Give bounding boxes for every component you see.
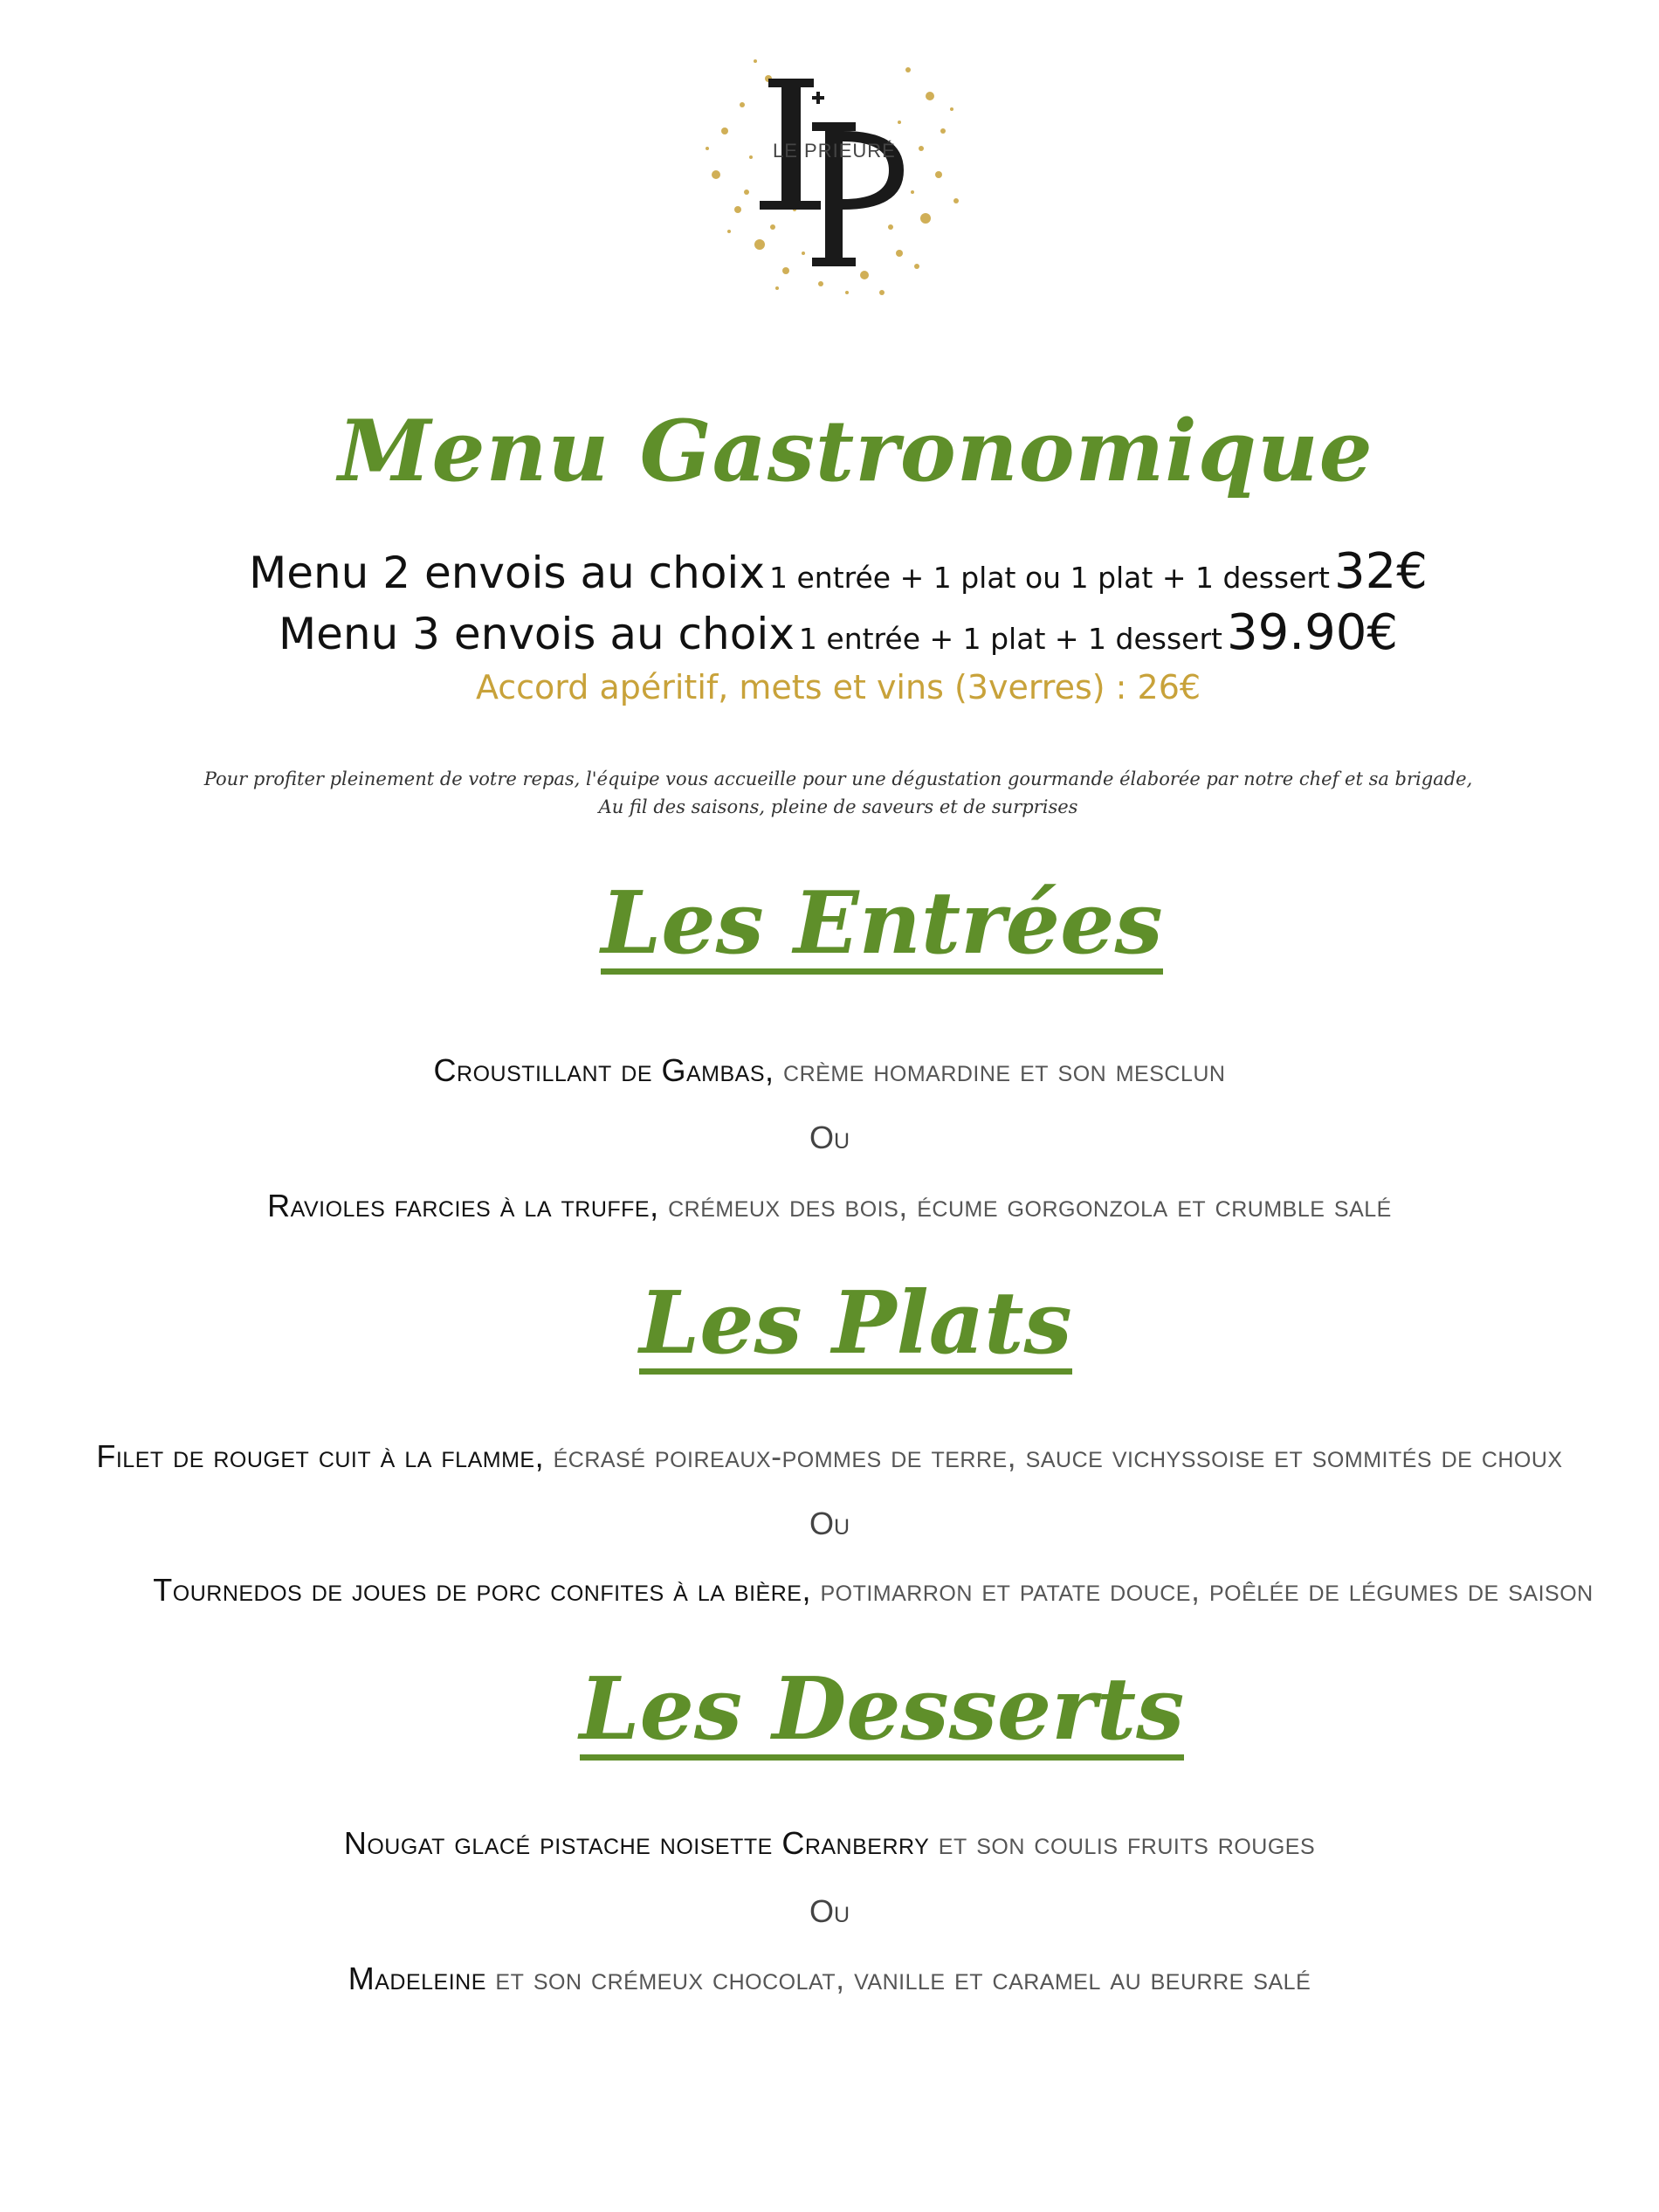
intro-line: Au fil des saisons, pleine de saveurs et de surprises xyxy=(598,796,1078,817)
dish-name: Nougat glacé pistache noisette Cranberry xyxy=(343,1825,930,1861)
menu-3-envois xyxy=(0,604,1659,661)
dish-description: et son crémeux chocolat, vanille et caramel au beurre salé xyxy=(485,1960,1311,1996)
dish-item xyxy=(0,1438,1659,1475)
dish-name: Madeleine xyxy=(348,1960,486,1996)
dish-item xyxy=(0,1052,1659,1089)
or-separator: Ou xyxy=(809,1506,850,1541)
menu-detail: 1 entrée + 1 plat ou 1 plat + 1 dessert xyxy=(769,561,1330,595)
dish-description: et son coulis fruits rouges xyxy=(929,1825,1316,1861)
dish-name: Filet de rouget cuit à la flamme, xyxy=(96,1438,545,1474)
dish-description: crème homardine et son mesclun xyxy=(774,1052,1226,1088)
menu-price: 39.90€ xyxy=(1227,604,1398,661)
or-separator: Ou xyxy=(809,1893,850,1929)
section-title-plats xyxy=(0,1273,1659,1375)
logo-name: LE PRIEURÉ xyxy=(773,140,896,162)
wine-pairing: Accord apéritif, mets et vins (3verres) : 26€ xyxy=(475,668,1201,706)
menu-label: Menu 3 envois au choix xyxy=(278,609,795,659)
section-title-desserts xyxy=(0,1659,1659,1761)
intro-text xyxy=(0,765,1659,821)
or-separator: Ou xyxy=(809,1120,850,1155)
dish-name: Ravioles farcies à la truffe, xyxy=(267,1188,659,1223)
section-title-text: Les Plats xyxy=(639,1273,1072,1374)
section-title-text: Les Entrées xyxy=(601,873,1163,974)
menu-title: Menu Gastronomique xyxy=(338,402,1373,500)
section-title-text: Les Desserts xyxy=(579,1659,1185,1760)
dish-name: Croustillant de Gambas, xyxy=(433,1052,774,1088)
menu-price: 32€ xyxy=(1334,543,1428,600)
dish-item xyxy=(0,1572,1659,1609)
intro-line: Pour profiter pleinement de votre repas, l'équipe vous accueille pour une dégustation gourmande élaborée par notre chef et sa brigade, xyxy=(203,768,1473,789)
menu-detail: 1 entrée + 1 plat + 1 dessert xyxy=(798,622,1222,656)
dish-name: Tournedos de joues de porc confites à la bière, xyxy=(153,1572,811,1608)
section-title-entrees xyxy=(0,873,1659,975)
menu-2-envois xyxy=(0,543,1659,600)
dish-description: potimarron et patate douce, poêlée de légumes de saison xyxy=(810,1572,1594,1608)
menu-label: Menu 2 envois au choix xyxy=(249,548,765,598)
dish-item xyxy=(0,1825,1659,1862)
dish-item xyxy=(0,1188,1659,1224)
restaurant-logo xyxy=(690,26,978,306)
dish-description: crémeux des bois, écume gorgonzola et crumble salé xyxy=(658,1188,1392,1223)
dish-item xyxy=(0,1960,1659,1997)
dish-description: écrasé poireaux-pommes de terre, sauce vichyssoise et sommités de choux xyxy=(544,1438,1563,1474)
